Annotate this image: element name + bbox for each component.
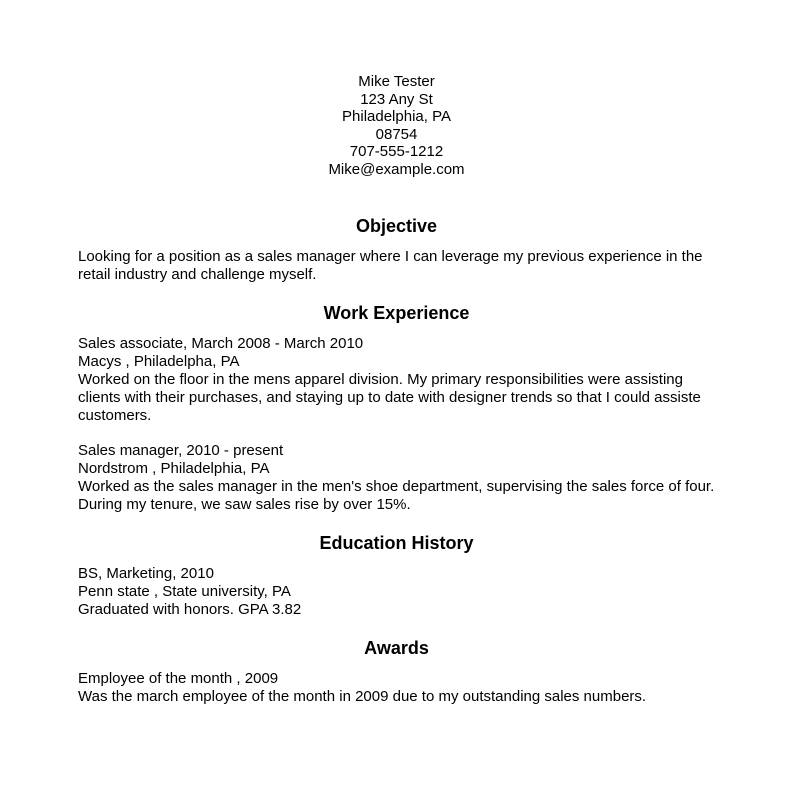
job-1-title-dates: Sales associate, March 2008 - March 2010 [78,335,364,352]
contact-email: Mike@example.com [328,160,465,178]
awards-heading: Awards [364,638,429,658]
education-notes: Graduated with honors. GPA 3.82 [78,601,302,618]
section-objective [78,216,715,284]
contact-city-state: Philadelphia, PA [342,108,451,125]
section-work-experience [78,303,715,514]
job-entry-2 [78,442,715,514]
job-2-company-location: Nordstrom , Philadelphia, PA [78,460,270,477]
contact-street: 123 Any St [360,90,433,108]
education-school: Penn state , State university, PA [78,583,291,600]
section-awards [78,638,715,706]
objective-heading: Objective [355,216,438,236]
contact-zip: 08754 [375,125,418,143]
job-2-description: Worked as the sales manager in the men's shoe department, supervising the sales force of four. During my tenure, we saw sales rise by over 15%. [78,478,715,513]
education-heading: Education History [319,533,474,553]
objective-text: Looking for a position as a sales manager where I can leverage my previous experience in the retail industry and challenge myself. [78,248,703,283]
contact-phone: 707-555-1212 [349,143,444,160]
job-1-description: Worked on the floor in the mens apparel division. My primary responsibilities were assisting clients with their purchases, and staying up to date with designer trends so that I could assiste customers. [78,371,701,424]
contact-name: Mike Tester [358,73,435,90]
award-description: Was the march employee of the month in 2009 due to my outstanding sales numbers. [78,688,647,705]
job-2-title-dates: Sales manager, 2010 - present [78,442,284,459]
section-education [78,533,715,619]
work-experience-heading: Work Experience [323,303,470,323]
job-1-company-location: Macys , Philadelpha, PA [78,353,240,370]
education-degree: BS, Marketing, 2010 [78,565,214,582]
contact-header [78,73,715,178]
job-entry-1 [78,335,715,425]
award-title: Employee of the month , 2009 [78,670,279,687]
